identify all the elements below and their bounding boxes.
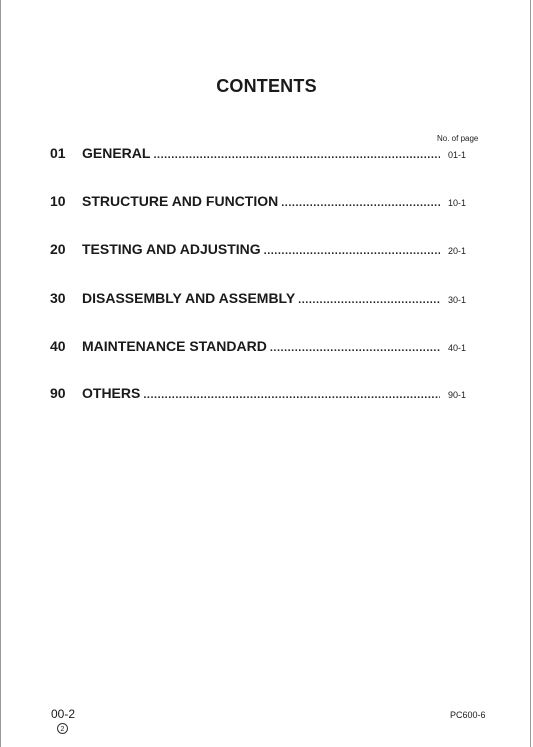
leader-dots	[264, 245, 440, 257]
footer-model: PC600-6	[450, 710, 486, 720]
leader-dots	[153, 149, 440, 161]
leader-dots	[298, 294, 440, 306]
toc-entry-structure-and-function[interactable]	[50, 193, 470, 211]
leader-dots	[270, 342, 440, 354]
footer-page-number: 00-2	[51, 707, 76, 721]
page-column-header: No. of page	[437, 134, 479, 143]
leader-dots	[143, 389, 440, 401]
toc-entry-number: 10	[50, 193, 66, 209]
toc-entry-general[interactable]	[50, 145, 470, 163]
toc-entry-page: 20-1	[448, 246, 467, 256]
revision-mark: 2	[57, 723, 68, 734]
toc-entry-title: DISASSEMBLY AND ASSEMBLY	[82, 290, 296, 306]
toc-entry-maintenance-standard[interactable]	[50, 338, 470, 356]
toc-entry-number: 01	[50, 145, 66, 161]
toc-entry-testing-and-adjusting[interactable]	[50, 241, 470, 259]
toc-entry-number: 30	[50, 290, 66, 306]
toc-entry-page: 30-1	[448, 295, 467, 305]
toc-entry-title: MAINTENANCE STANDARD	[82, 338, 267, 354]
toc-entry-page: 90-1	[448, 390, 467, 400]
toc-entry-disassembly-and-assembly[interactable]	[50, 290, 470, 308]
toc-entry-page: 40-1	[448, 343, 467, 353]
toc-entry-page: 10-1	[448, 198, 467, 208]
leader-dots	[281, 197, 440, 209]
toc-entry-title: GENERAL	[82, 145, 151, 161]
toc-entry-page: 01-1	[448, 150, 467, 160]
page-title: CONTENTS	[216, 76, 317, 96]
toc-entry-number: 20	[50, 241, 66, 257]
toc-entry-number: 40	[50, 338, 66, 354]
toc-entry-title: TESTING AND ADJUSTING	[82, 241, 261, 257]
toc-entry-title: OTHERS	[82, 385, 141, 401]
toc-entry-number: 90	[50, 385, 66, 401]
toc-entry-others[interactable]	[50, 385, 470, 403]
toc-entry-title: STRUCTURE AND FUNCTION	[82, 193, 279, 209]
